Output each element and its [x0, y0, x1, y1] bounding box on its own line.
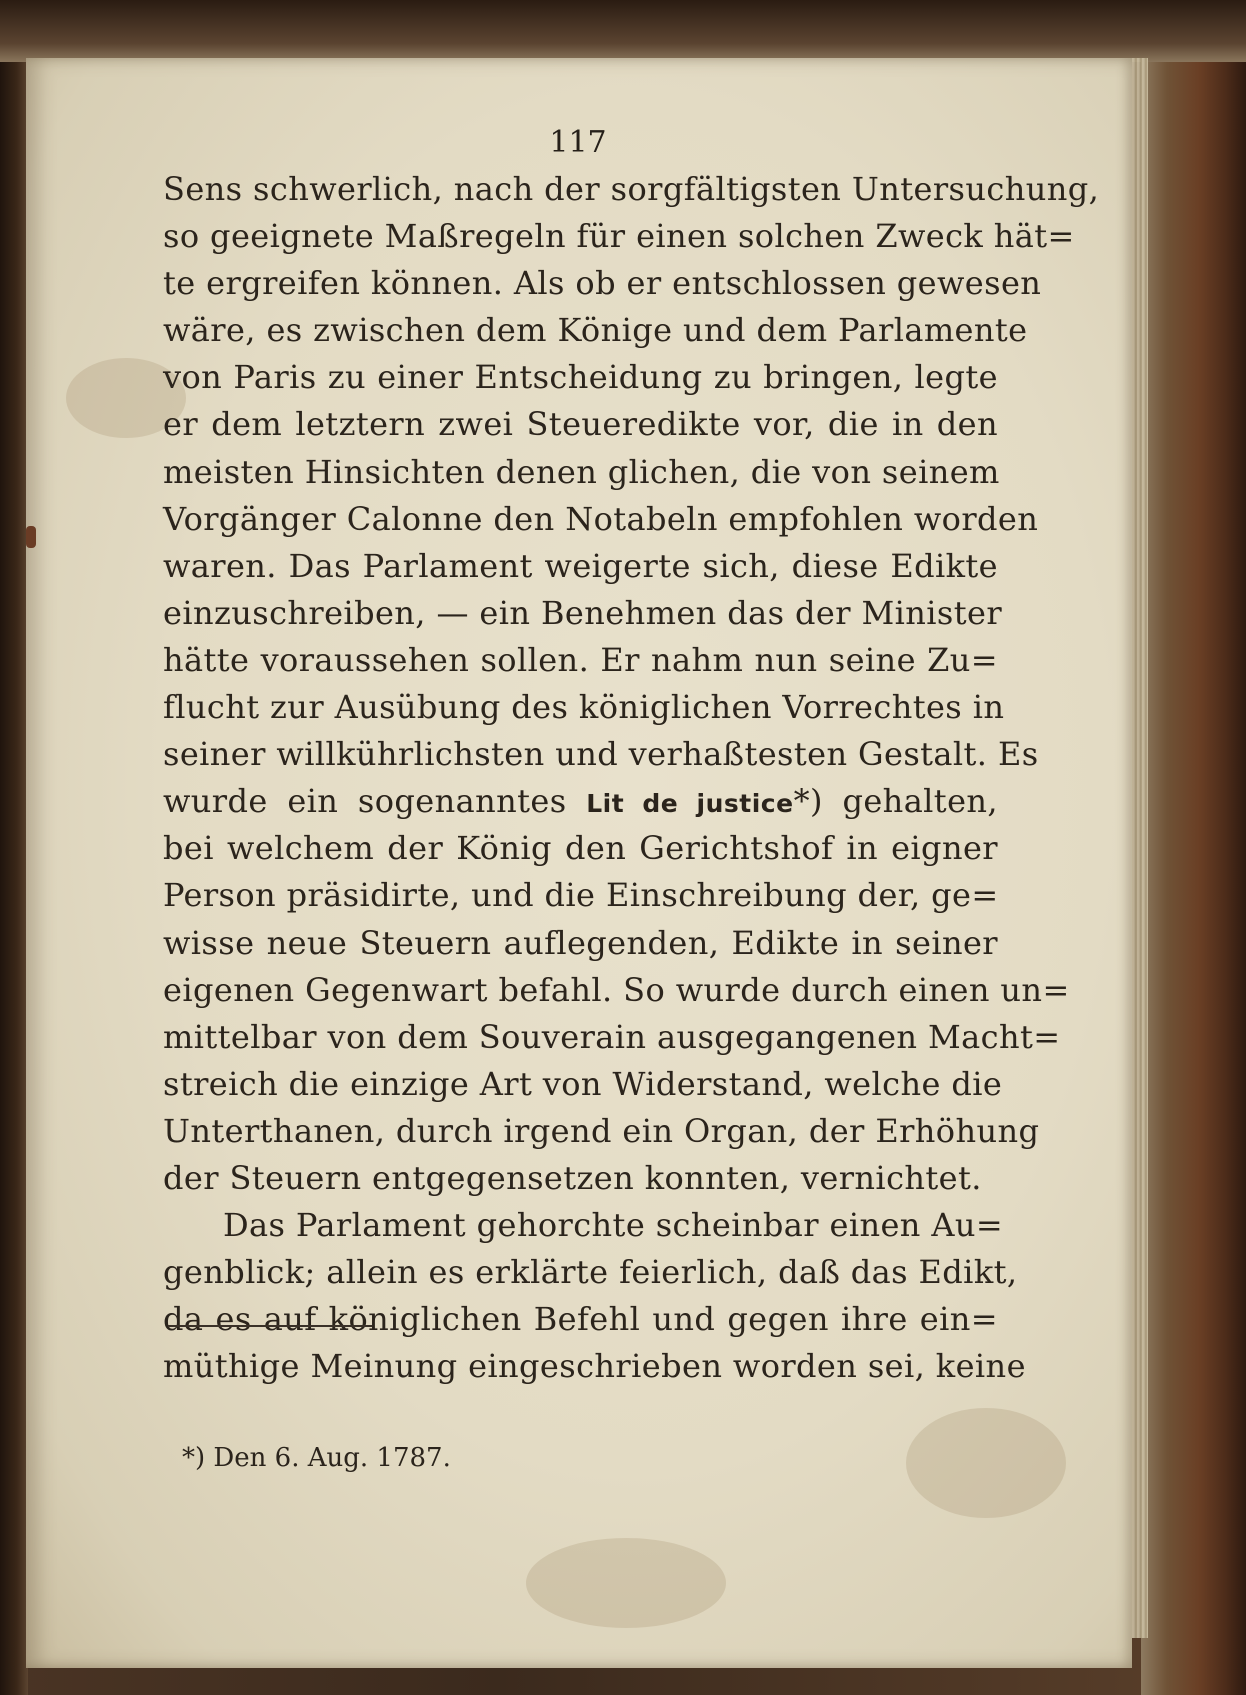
text-line: Unterthanen, durch irgend ein Organ, der Erhöhung: [163, 1111, 1040, 1150]
text-line: müthige Meinung eingeschrieben worden sei, keine: [163, 1347, 1026, 1386]
text-line: so geeignete Maßregeln für einen solchen Zweck hät=: [163, 217, 1075, 256]
text-line: wäre, es zwischen dem Könige und dem Parlamente: [163, 311, 1028, 350]
paper-stain: [906, 1408, 1066, 1518]
text-line: einzuschreiben, — ein Benehmen das der Minister: [163, 593, 1003, 632]
line-segment: *) gehalten,: [793, 782, 998, 821]
text-line: te ergreifen können. Als ob er entschlossen gewesen: [163, 264, 1042, 303]
text-line: Das Parlament gehorchte scheinbar einen Au=: [223, 1206, 1004, 1245]
text-line: mittelbar von dem Souverain ausgegangenen Macht=: [163, 1017, 1061, 1056]
margin-mark: [26, 526, 36, 548]
text-line: wisse neue Steuern auflegenden, Edikte in seiner: [163, 923, 998, 962]
text-line: er dem letztern zwei Steueredikte vor, die in den: [163, 405, 998, 444]
footnote: *) Den 6. Aug. 1787.: [182, 1443, 451, 1473]
text-line-with-antiqua: [163, 778, 998, 825]
text-line: meisten Hinsichten denen glichen, die von seinem: [163, 452, 1000, 491]
text-line: Person präsidirte, und die Einschreibung der, ge=: [163, 876, 999, 915]
text-line: da es auf königlichen Befehl und gegen ihre ein=: [163, 1300, 998, 1339]
text-line: eigenen Gegenwart befahl. So wurde durch einen un=: [163, 970, 1070, 1009]
footnote-rule: [168, 1325, 372, 1327]
text-line: der Steuern entgegensetzen konnten, vernichtet.: [163, 1158, 982, 1197]
page-number: 117: [549, 125, 607, 160]
line-segment: wurde ein sogenanntes: [163, 782, 587, 821]
text-line: seiner willkührlichsten und verhaßtesten Gestalt. Es: [163, 735, 1039, 774]
body-text: [163, 166, 1100, 1390]
text-line: flucht zur Ausübung des königlichen Vorrechtes in: [163, 688, 1005, 727]
text-line: bei welchem der König den Gerichtshof in eigner: [163, 829, 998, 868]
text-line: von Paris zu einer Entscheidung zu bringen, legte: [163, 358, 998, 397]
book-binding-left: [0, 0, 28, 1695]
book-cover-right: [1141, 0, 1246, 1695]
text-line: genblick; allein es erklärte feierlich, daß das Edikt,: [163, 1253, 1018, 1292]
paper-stain: [526, 1538, 726, 1628]
text-line: hätte voraussehen sollen. Er nahm nun seine Zu=: [163, 640, 998, 679]
book-edge-top: [0, 0, 1246, 62]
text-line: Sens schwerlich, nach der sorgfältigsten Untersuchung,: [163, 170, 1100, 208]
antiqua-phrase: Lit de justice: [586, 789, 794, 819]
text-line: waren. Das Parlament weigerte sich, diese Edikte: [163, 546, 998, 585]
text-line: Vorgänger Calonne den Notabeln empfohlen worden: [163, 499, 1039, 538]
text-line: streich die einzige Art von Widerstand, welche die: [163, 1064, 1003, 1103]
